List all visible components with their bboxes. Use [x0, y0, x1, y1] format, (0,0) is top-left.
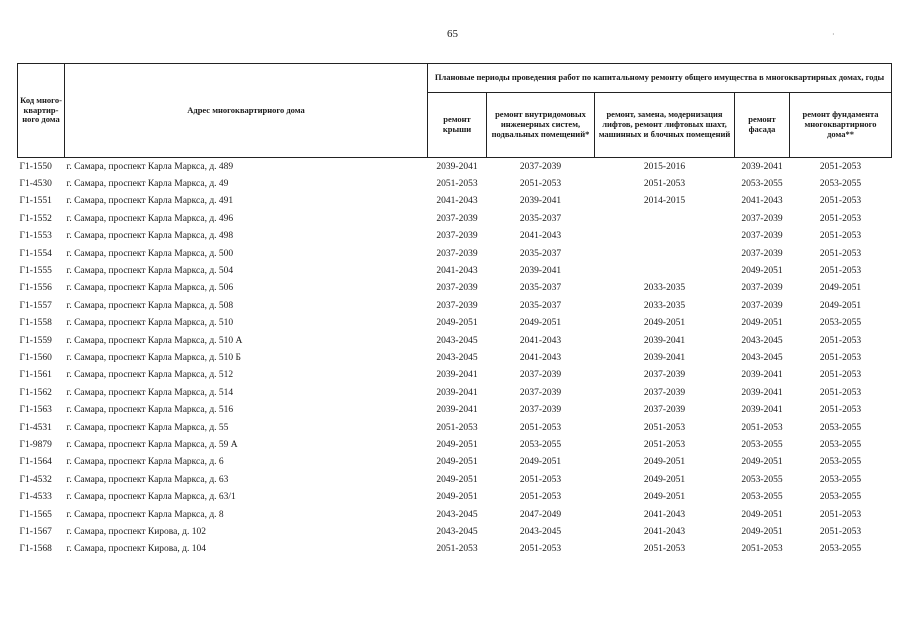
cell-foundation: 2049-2051 — [819, 300, 862, 311]
cell-facade: 2041-2043 — [741, 196, 783, 207]
table-row — [18, 315, 892, 332]
cell-engineering-systems: 2035-2037 — [519, 248, 562, 259]
cell-foundation: 2053-2055 — [819, 492, 862, 503]
cell-address: г. Самара, проспект Кирова, д. 104 — [66, 544, 206, 555]
cell-facade: 2037-2039 — [741, 231, 783, 242]
cell-elevators: 2051-2053 — [643, 544, 686, 555]
table-row — [18, 262, 892, 279]
cell-code: Г1-1558 — [19, 318, 52, 329]
cell-elevators: 2049-2051 — [643, 457, 686, 468]
cell-facade: 2049-2051 — [741, 457, 783, 468]
table-row — [18, 245, 892, 262]
table-row — [18, 488, 892, 505]
cell-address: г. Самара, проспект Карла Маркса, д. 506 — [66, 283, 234, 294]
table-row — [18, 401, 892, 418]
cell-roof-repair: 2037-2039 — [436, 300, 478, 311]
table-row — [18, 175, 892, 192]
table-row — [18, 541, 892, 558]
cell-code: Г1-1555 — [19, 266, 52, 277]
cell-code: Г1-4533 — [19, 492, 52, 503]
cell-facade: 2037-2039 — [741, 300, 783, 311]
cell-elevators — [595, 228, 735, 245]
cell-elevators: 2037-2039 — [643, 387, 686, 398]
cell-address: г. Самара, проспект Карла Маркса, д. 514 — [66, 387, 234, 398]
cell-code: Г1-1562 — [19, 387, 52, 398]
cell-engineering-systems: 2039-2041 — [519, 266, 562, 277]
cell-facade: 2053-2055 — [741, 492, 783, 503]
table-row — [18, 210, 892, 227]
cell-address: г. Самара, проспект Карла Маркса, д. 49 — [66, 179, 229, 190]
cell-engineering-systems: 2039-2041 — [519, 196, 562, 207]
header-planned-periods: Плановые периоды проведения работ по капитальному ремонту общего имущества в многоквартирных домах, годы — [428, 64, 892, 93]
cell-engineering-systems: 2053-2055 — [519, 439, 562, 450]
cell-foundation: 2051-2053 — [819, 335, 862, 346]
cell-address: г. Самара, проспект Карла Маркса, д. 6 — [66, 457, 224, 468]
cell-elevators: 2051-2053 — [643, 439, 686, 450]
cell-foundation: 2053-2055 — [819, 457, 862, 468]
cell-elevators — [595, 245, 735, 262]
cell-code: Г1-1556 — [19, 283, 52, 294]
cell-roof-repair: 2037-2039 — [436, 283, 478, 294]
cell-code: Г1-1563 — [19, 405, 52, 416]
cell-code: Г1-4530 — [19, 179, 52, 190]
cell-engineering-systems: 2051-2053 — [519, 544, 562, 555]
header-address: Адрес многоквартирного дома — [65, 64, 428, 158]
table-row — [18, 228, 892, 245]
cell-roof-repair: 2051-2053 — [436, 544, 478, 555]
cell-engineering-systems: 2041-2043 — [519, 335, 562, 346]
cell-facade: 2053-2055 — [741, 179, 783, 190]
cell-engineering-systems: 2037-2039 — [519, 370, 562, 381]
cell-roof-repair: 2049-2051 — [436, 439, 478, 450]
cell-code: Г1-1559 — [19, 335, 52, 346]
cell-elevators: 2039-2041 — [643, 335, 686, 346]
cell-facade: 2049-2051 — [741, 266, 783, 277]
cell-foundation: 2053-2055 — [819, 318, 862, 329]
table-row — [18, 454, 892, 471]
cell-address: г. Самара, проспект Карла Маркса, д. 489 — [66, 161, 234, 172]
cell-foundation: 2053-2055 — [819, 439, 862, 450]
cell-code: Г1-1561 — [19, 370, 52, 381]
cell-address: г. Самара, проспект Карла Маркса, д. 500 — [66, 248, 234, 259]
table-row — [18, 349, 892, 366]
cell-address: г. Самара, проспект Карла Маркса, д. 63/1 — [66, 492, 236, 503]
cell-code: Г1-1551 — [19, 196, 52, 207]
cell-facade: 2049-2051 — [741, 526, 783, 537]
cell-address: г. Самара, проспект Карла Маркса, д. 510 А — [66, 335, 243, 346]
cell-engineering-systems: 2051-2053 — [519, 179, 562, 190]
cell-foundation: 2053-2055 — [819, 544, 862, 555]
cell-foundation: 2053-2055 — [819, 422, 862, 433]
cell-engineering-systems: 2041-2043 — [519, 231, 562, 242]
cell-facade: 2039-2041 — [741, 387, 783, 398]
cell-elevators: 2014-2015 — [643, 196, 686, 207]
header-engineering-systems: ремонт внутридомовых инженерных систем, подвальных помещений* — [487, 93, 595, 158]
cell-facade: 2043-2045 — [741, 352, 783, 363]
cell-elevators: 2049-2051 — [643, 492, 686, 503]
cell-facade: 2039-2041 — [741, 405, 783, 416]
header-roof-repair: ремонт крыши — [428, 93, 487, 158]
cell-address: г. Самара, проспект Карла Маркса, д. 508 — [66, 300, 234, 311]
cell-engineering-systems: 2051-2053 — [519, 492, 562, 503]
cell-address: г. Самара, проспект Карла Маркса, д. 491 — [66, 196, 234, 207]
cell-facade: 2039-2041 — [741, 161, 783, 172]
cell-roof-repair: 2043-2045 — [436, 335, 478, 346]
cell-roof-repair: 2049-2051 — [436, 492, 478, 503]
cell-address: г. Самара, проспект Карла Маркса, д. 510 — [66, 318, 234, 329]
cell-facade: 2037-2039 — [741, 213, 783, 224]
cell-address: г. Самара, проспект Карла Маркса, д. 504 — [66, 266, 234, 277]
cell-foundation: 2051-2053 — [819, 161, 862, 172]
cell-elevators: 2051-2053 — [643, 179, 686, 190]
table-row — [18, 158, 892, 176]
cell-address: г. Самара, проспект Карла Маркса, д. 8 — [66, 509, 224, 520]
cell-roof-repair: 2041-2043 — [436, 266, 478, 277]
cell-engineering-systems: 2035-2037 — [519, 300, 562, 311]
cell-code: Г1-1552 — [19, 213, 52, 224]
table-row — [18, 471, 892, 488]
cell-foundation: 2051-2053 — [819, 387, 862, 398]
table-body — [18, 158, 892, 558]
cell-address: г. Самара, проспект Кирова, д. 102 — [66, 526, 206, 537]
cell-roof-repair: 2049-2051 — [436, 318, 478, 329]
table-row — [18, 367, 892, 384]
cell-elevators — [595, 210, 735, 227]
cell-code: Г1-1554 — [19, 248, 52, 259]
cell-engineering-systems: 2049-2051 — [519, 318, 562, 329]
cell-elevators — [595, 262, 735, 279]
cell-elevators: 2041-2043 — [643, 526, 686, 537]
cell-roof-repair: 2051-2053 — [436, 422, 478, 433]
corner-mark: · — [832, 30, 835, 39]
header-foundation: ремонт фундамента многоквартирного дома** — [790, 93, 892, 158]
cell-engineering-systems: 2037-2039 — [519, 161, 562, 172]
cell-engineering-systems: 2047-2049 — [519, 509, 562, 520]
cell-facade: 2051-2053 — [741, 422, 783, 433]
cell-facade: 2051-2053 — [741, 544, 783, 555]
cell-facade: 2053-2055 — [741, 474, 783, 485]
cell-facade: 2043-2045 — [741, 335, 783, 346]
cell-foundation: 2051-2053 — [819, 405, 862, 416]
cell-engineering-systems: 2051-2053 — [519, 474, 562, 485]
header-facade: ремонт фасада — [735, 93, 790, 158]
table-row — [18, 523, 892, 540]
cell-address: г. Самара, проспект Карла Маркса, д. 512 — [66, 370, 234, 381]
table-row — [18, 193, 892, 210]
header-code: Код много-квартир-ного дома — [18, 64, 65, 158]
cell-foundation: 2051-2053 — [819, 231, 862, 242]
cell-engineering-systems: 2051-2053 — [519, 422, 562, 433]
cell-address: г. Самара, проспект Карла Маркса, д. 510 Б — [66, 352, 242, 363]
cell-foundation: 2051-2053 — [819, 196, 862, 207]
cell-roof-repair: 2039-2041 — [436, 370, 478, 381]
cell-engineering-systems: 2035-2037 — [519, 213, 562, 224]
cell-roof-repair: 2039-2041 — [436, 387, 478, 398]
cell-roof-repair: 2043-2045 — [436, 509, 478, 520]
cell-engineering-systems: 2037-2039 — [519, 387, 562, 398]
cell-facade: 2053-2055 — [741, 439, 783, 450]
cell-foundation: 2049-2051 — [819, 283, 862, 294]
cell-foundation: 2051-2053 — [819, 213, 862, 224]
cell-elevators: 2049-2051 — [643, 474, 686, 485]
cell-engineering-systems: 2035-2037 — [519, 283, 562, 294]
cell-foundation: 2053-2055 — [819, 179, 862, 190]
cell-facade: 2037-2039 — [741, 283, 783, 294]
cell-foundation: 2051-2053 — [819, 266, 862, 277]
table-row — [18, 297, 892, 314]
cell-elevators: 2041-2043 — [643, 509, 686, 520]
cell-roof-repair: 2049-2051 — [436, 474, 478, 485]
cell-roof-repair: 2039-2041 — [436, 405, 478, 416]
cell-engineering-systems: 2041-2043 — [519, 352, 562, 363]
cell-roof-repair: 2037-2039 — [436, 231, 478, 242]
cell-address: г. Самара, проспект Карла Маркса, д. 55 — [66, 422, 229, 433]
cell-elevators: 2033-2035 — [643, 283, 686, 294]
cell-roof-repair: 2043-2045 — [436, 526, 478, 537]
cell-foundation: 2051-2053 — [819, 370, 862, 381]
table-row — [18, 419, 892, 436]
cell-address: г. Самара, проспект Карла Маркса, д. 63 — [66, 474, 229, 485]
cell-facade: 2049-2051 — [741, 318, 783, 329]
cell-foundation: 2051-2053 — [819, 248, 862, 259]
table-row — [18, 280, 892, 297]
cell-address: г. Самара, проспект Карла Маркса, д. 516 — [66, 405, 234, 416]
cell-foundation: 2051-2053 — [819, 526, 862, 537]
cell-foundation: 2051-2053 — [819, 352, 862, 363]
cell-code: Г1-1568 — [19, 544, 52, 555]
cell-elevators: 2051-2053 — [643, 422, 686, 433]
table-row — [18, 436, 892, 453]
cell-code: Г1-1564 — [19, 457, 52, 468]
cell-engineering-systems: 2037-2039 — [519, 405, 562, 416]
cell-code: Г1-4532 — [19, 474, 52, 485]
cell-address: г. Самара, проспект Карла Маркса, д. 496 — [66, 213, 234, 224]
page-number: 65 — [447, 28, 458, 40]
cell-code: Г1-4531 — [19, 422, 52, 433]
cell-elevators: 2033-2035 — [643, 300, 686, 311]
cell-engineering-systems: 2043-2045 — [519, 526, 562, 537]
cell-facade: 2037-2039 — [741, 248, 783, 259]
cell-code: Г1-1565 — [19, 509, 52, 520]
cell-code: Г1-1550 — [19, 161, 52, 172]
cell-roof-repair: 2049-2051 — [436, 457, 478, 468]
cell-engineering-systems: 2049-2051 — [519, 457, 562, 468]
cell-code: Г1-9879 — [19, 439, 52, 450]
cell-code: Г1-1557 — [19, 300, 52, 311]
cell-address: г. Самара, проспект Карла Маркса, д. 498 — [66, 231, 234, 242]
cell-elevators: 2049-2051 — [643, 318, 686, 329]
cell-facade: 2049-2051 — [741, 509, 783, 520]
cell-elevators: 2037-2039 — [643, 405, 686, 416]
cell-roof-repair: 2043-2045 — [436, 352, 478, 363]
cell-facade: 2039-2041 — [741, 370, 783, 381]
cell-roof-repair: 2041-2043 — [436, 196, 478, 207]
cell-roof-repair: 2039-2041 — [436, 161, 478, 172]
cell-code: Г1-1560 — [19, 352, 52, 363]
table-header — [18, 64, 892, 158]
header-elevators: ремонт, замена, модернизация лифтов, ремонт лифтовых шахт, машинных и блочных помещений — [595, 93, 735, 158]
table-row — [18, 384, 892, 401]
cell-address: г. Самара, проспект Карла Маркса, д. 59 А — [66, 439, 238, 450]
cell-elevators: 2037-2039 — [643, 370, 686, 381]
cell-roof-repair: 2051-2053 — [436, 179, 478, 190]
cell-foundation: 2053-2055 — [819, 474, 862, 485]
table-row — [18, 332, 892, 349]
cell-elevators: 2015-2016 — [643, 161, 686, 172]
cell-roof-repair: 2037-2039 — [436, 248, 478, 259]
cell-foundation: 2051-2053 — [819, 509, 862, 520]
capital-repair-schedule-table — [17, 63, 892, 558]
cell-code: Г1-1567 — [19, 526, 52, 537]
cell-roof-repair: 2037-2039 — [436, 213, 478, 224]
cell-elevators: 2039-2041 — [643, 352, 686, 363]
cell-code: Г1-1553 — [19, 231, 52, 242]
table-row — [18, 506, 892, 523]
